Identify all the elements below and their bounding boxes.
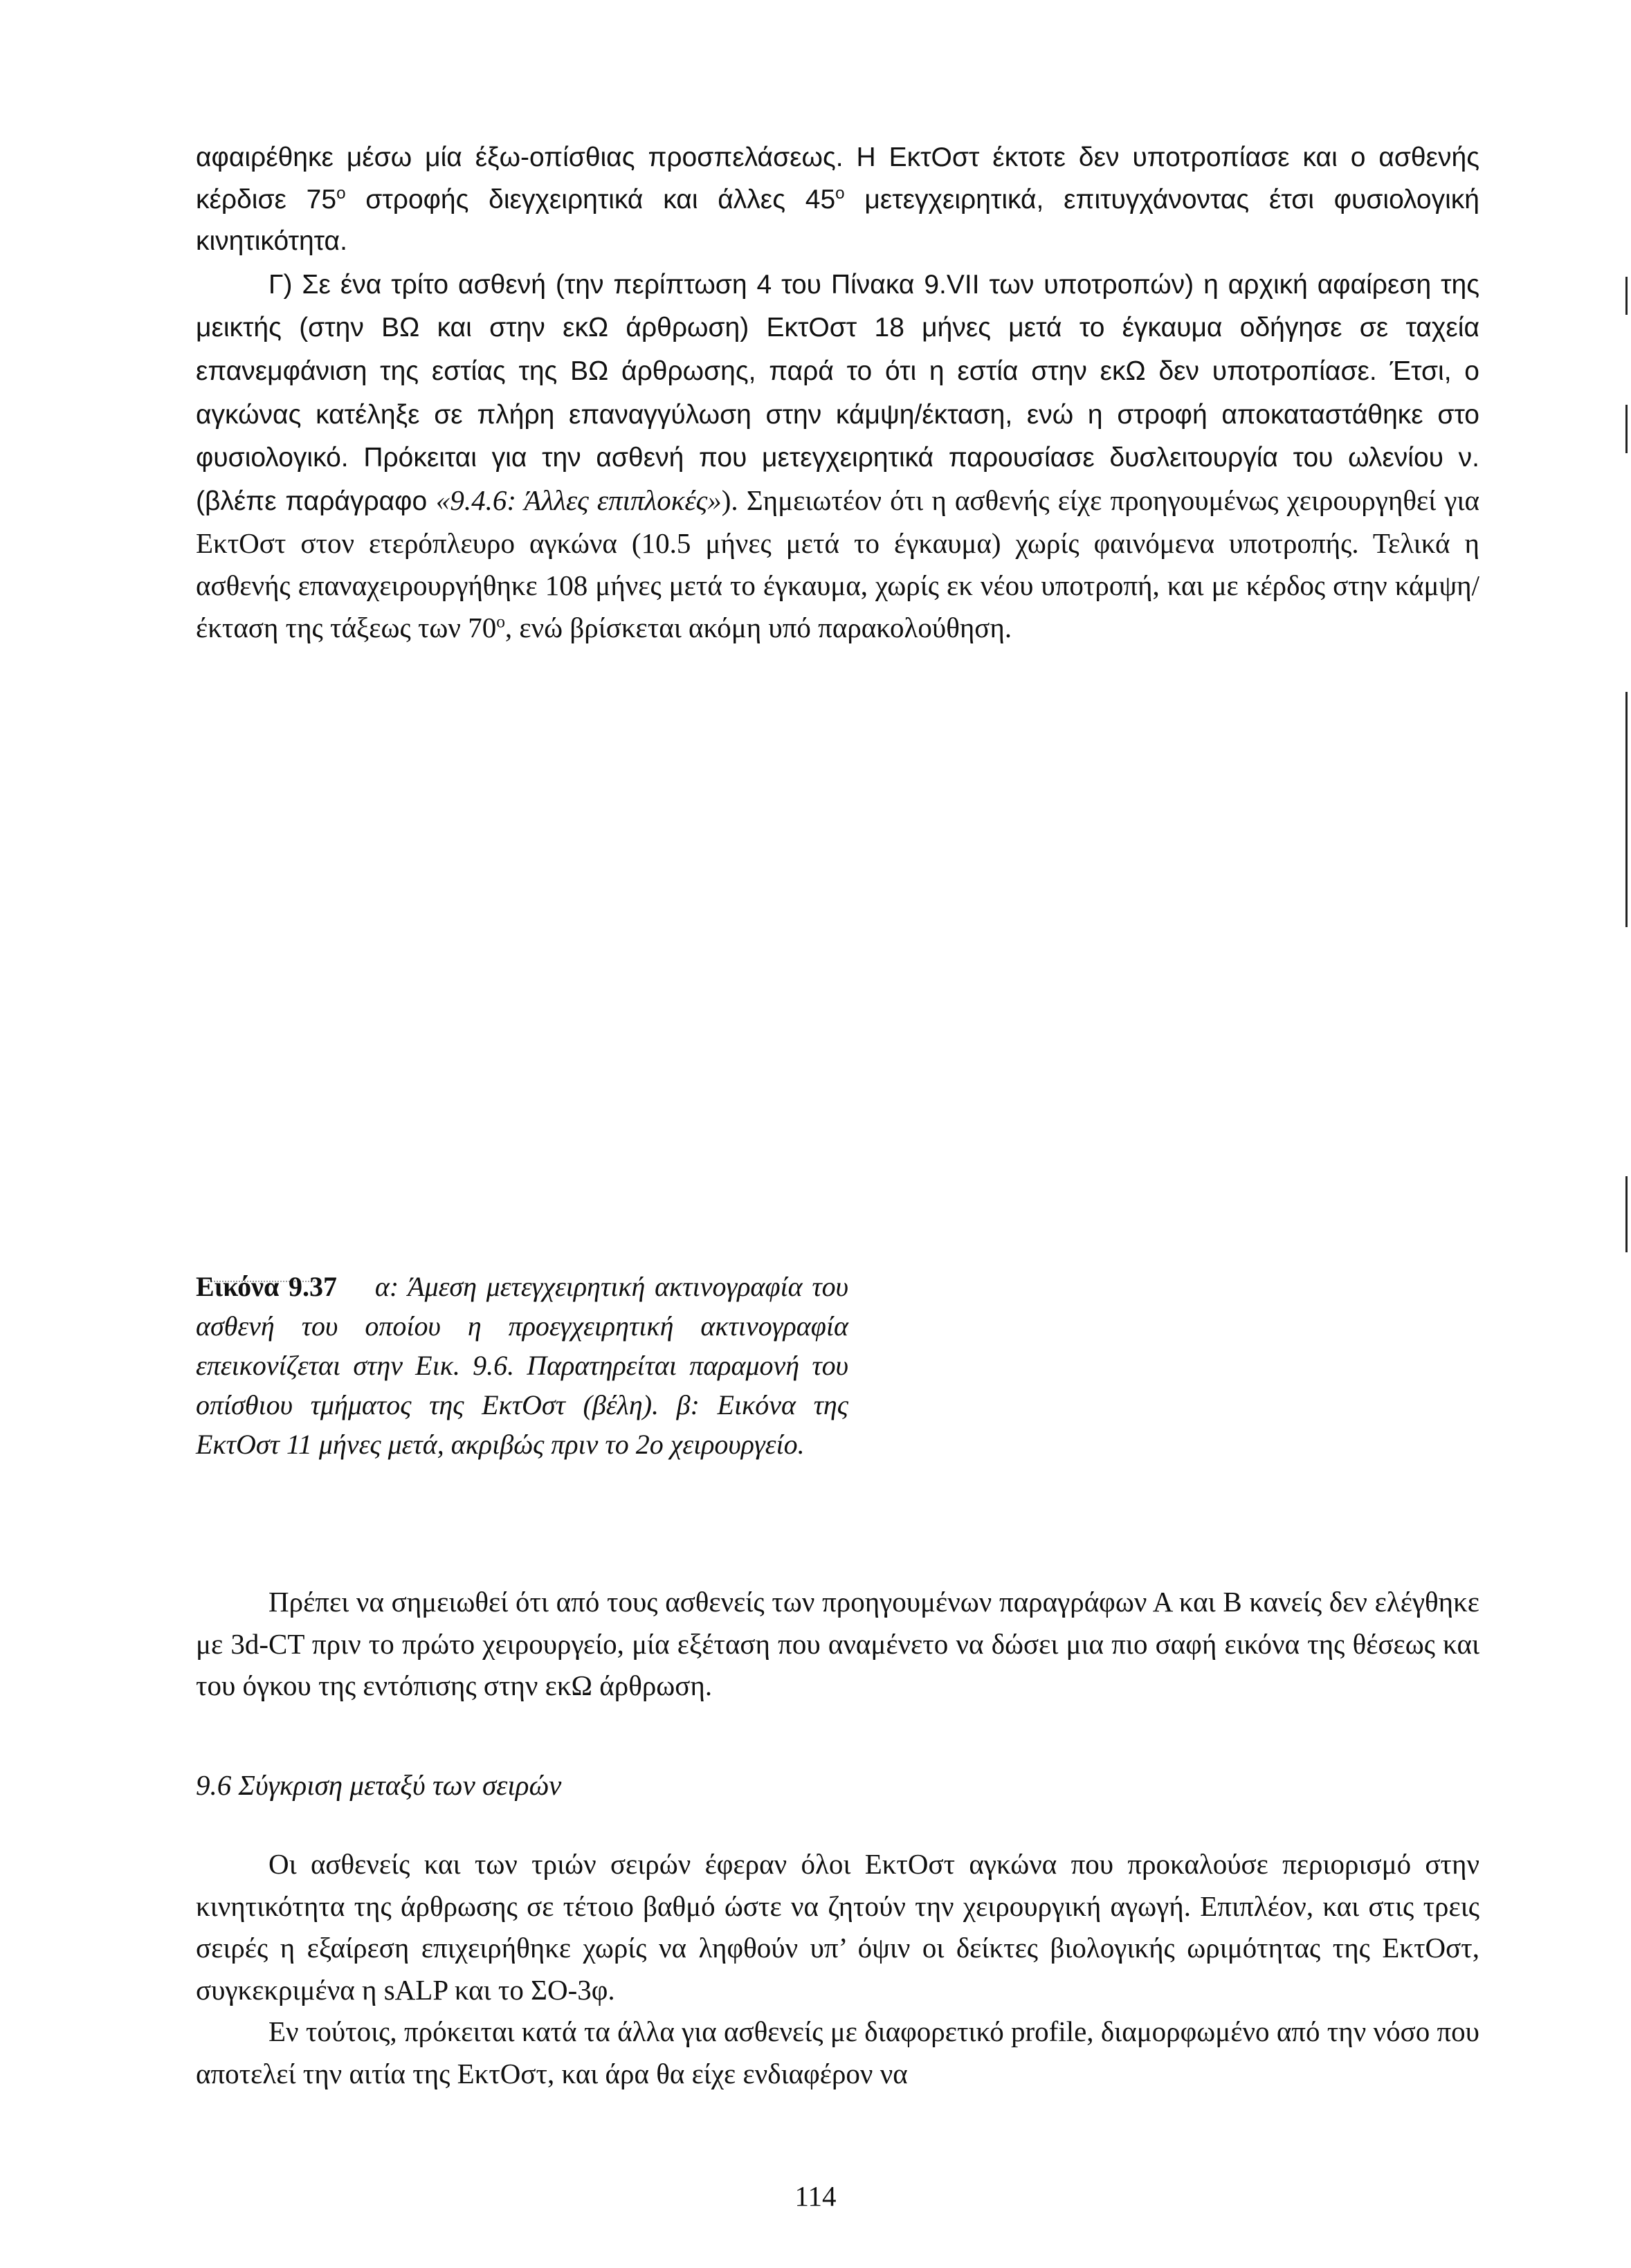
middle-text-block <box>196 1581 1479 1707</box>
scan-artifact-line <box>1625 405 1628 453</box>
caption-label: Εικόνα 9.37 <box>196 1271 338 1302</box>
figure-caption <box>196 1267 848 1464</box>
top-text-block <box>196 137 1479 648</box>
page-number: 114 <box>794 2180 837 2212</box>
paragraph-1: αφαιρέθηκε μέσω μία έξω-οπίσθιας προσπελάσεως. Η ΕκτΟστ έκτοτε δεν υποτροπίασε και ο ασθενής κέρδισε 75$^o$ στροφής διεγχειρητικά και άλλες 45$^o$ μετεγχειρητικά, επιτυγχάνοντας έτσι φυσιολογική κινητικότητα. <box>196 143 1479 257</box>
paragraph-4: Οι ασθενείς και των τριών σειρών έφεραν όλοι ΕκτΟστ αγκώνα που προκαλούσε περιορισμό στην κινητικότητα της άρθρωσης σε τέτοιο βαθμό ώστε να ζητούν την χειρουργική αγωγή. Επιπλέον, και στις τρεις σειρές η εξαίρεση επιχειρήθηκε χωρίς να ληφθούν υπ’ όψιν οι δείκτες βιολογικής ωριμότητας της ΕκτΟστ, συγκεκριμένα η sALP και το ΣΟ-3φ. <box>196 1848 1479 2006</box>
paragraph-2: Γ) Σε ένα τρίτο ασθενή (την περίπτωση 4 του Πίνακα 9.VII των υποτροπών) η αρχική αφαίρεση της μεικτής (στην ΒΩ και στην εκΩ άρθρωση) ΕκτΟστ 18 μήνες μετά το έγκαυμα οδήγησε σε ταχεία επανεμφάνιση της εστίας της ΒΩ άρθρωσης, παρά το ότι η εστία στην εκΩ δεν υποτροπίασε. Έτσι, ο αγκώνας κατέληξε σε πλήρη επαναγγύλωση στην κάμψη/έκταση, ενώ η στροφή αποκαταστάθηκε στο φυσιολογικό. Πρόκειται για την ασθενή που μετεγχειρητικά παρουσίασε δυσλειτουργία του ωλενίου ν. (βλέπε παράγραφο «9.4.6: Άλλες επιπλοκές»). Σημειωτέον ότι η ασθενής είχε προηγουμένως χειρουργηθεί για ΕκτΟστ στον ετερόπλευρο αγκώνα (10.5 μήνες μετά το έγκαυμα) χωρίς φαινόμενα υποτροπής. Τελικά η ασθενής επαναχειρουργήθηκε 108 μήνες μετά το έγκαυμα, χωρίς εκ νέου υποτροπή, και με κέρδος στην κάμψη/έκταση της τάξεως των 70$^o$, ενώ βρίσκεται ακόμη υπό παρακολούθηση. <box>196 269 1479 643</box>
paragraph-5: Εν τούτοις, πρόκειται κατά τα άλλα για ασθενείς με διαφορετικό profile, διαμορφωμένο από την νόσο που αποτελεί την αιτία της ΕκτΟστ, και άρα θα είχε ενδιαφέρον να <box>196 2015 1479 2089</box>
scan-artifact-line <box>1625 277 1628 315</box>
paragraph-3: Πρέπει να σημειωθεί ότι από τους ασθενείς των προηγουμένων παραγράφων Α και Β κανείς δεν ελέγθηκε με 3d-CT πριν το πρώτο χειρουργείο, μία εξέταση που αναμένετο να δώσει μια πιο σαφή εικόνα της θέσεως και του όγκου της εντόπισης στην εκΩ άρθρωση. <box>196 1586 1479 1702</box>
section-heading: 9.6 Σύγκριση μεταξύ των σειρών <box>196 1769 562 1801</box>
scan-artifact-line <box>1625 1176 1628 1252</box>
bottom-text-block <box>196 1843 1479 2095</box>
scan-artifact-line <box>1625 692 1628 927</box>
caption-text: α: Άμεση μετεγχειρητική ακτινογραφία του ασθενή του οποίου η προεγχειρητική ακτινογραφία επεικονίζεται στην Εικ. 9.6. Παρατηρείται παραμονή του οπίσθιου τμήματος της ΕκτΟστ (βέλη). β: Εικόνα της ΕκτΟστ 11 μήνες μετά, ακριβώς πριν το 2ο χειρουργείο. <box>196 1271 849 1460</box>
